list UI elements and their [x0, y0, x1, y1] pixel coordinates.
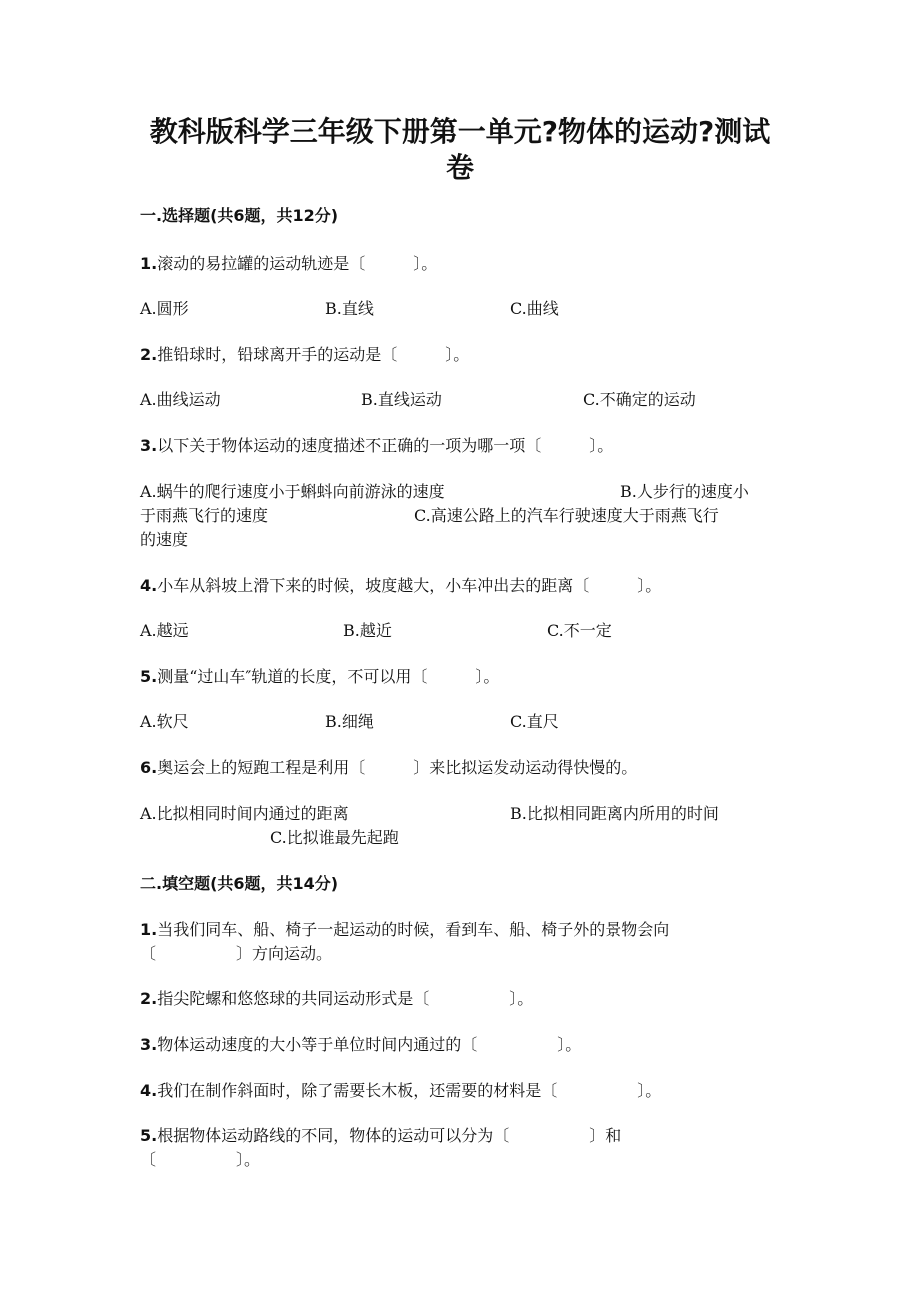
question-number: 2.: [140, 989, 158, 1008]
option-a: A.越远: [140, 621, 189, 640]
fill-question-4: [140, 1079, 780, 1103]
question-text: 滚动的易拉罐的运动轨迹是〔 〕。: [157, 254, 438, 273]
option-b: B.直线运动: [361, 390, 442, 409]
option-c: C.不一定: [547, 621, 612, 640]
fill-question-3: [140, 1033, 780, 1057]
section-heading-fill-blank: 二.填空题(共6题，共14分): [140, 874, 339, 893]
option-b: B.人步行的速度小: [620, 482, 749, 501]
page-title: 教科版科学三年级下册第一单元?物体的运动?测试: [149, 115, 771, 148]
question-1: [140, 252, 780, 276]
question-3: [140, 434, 780, 458]
option-c: C.不确定的运动: [583, 390, 696, 409]
question-text: 以下关于物体运动的速度描述不正确的一项为哪一项〔 〕。: [157, 436, 614, 455]
option-b-continued: 于雨燕飞行的速度: [140, 506, 269, 525]
option-a: A.曲线运动: [140, 390, 221, 409]
question-text-continued: 〔 〕方向运动。: [140, 944, 333, 963]
option-a: A.软尺: [140, 712, 189, 731]
question-number: 3.: [140, 436, 158, 455]
question-4: [140, 574, 780, 598]
question-2: [140, 343, 780, 367]
section-heading-choice: 一.选择题(共6题，共12分): [140, 206, 339, 225]
option-b: B.比拟相同距离内所用的时间: [510, 804, 719, 823]
question-text: 指尖陀螺和悠悠球的共同运动形式是〔 〕。: [157, 989, 534, 1008]
question-number: 4.: [140, 1081, 158, 1100]
fill-question-2: [140, 987, 780, 1011]
option-b: B.越近: [343, 621, 392, 640]
question-number: 2.: [140, 345, 158, 364]
question-text: 根据物体运动路线的不同，物体的运动可以分为〔 〕和: [157, 1126, 622, 1145]
question-text: 物体运动速度的大小等于单位时间内通过的〔 〕。: [157, 1035, 582, 1054]
option-a: A.蜗牛的爬行速度小于蝌蚪向前游泳的速度: [140, 482, 445, 501]
question-text: 奥运会上的短跑工程是利用〔 〕来比拟运发动运动得快慢的。: [157, 758, 638, 777]
fill-question-5: [140, 1124, 780, 1148]
question-text: 当我们同车、船、椅子一起运动的时候，看到车、船、椅子外的景物会向: [157, 920, 670, 939]
option-a: A.圆形: [140, 299, 189, 318]
question-text-continued: 〔 〕。: [140, 1150, 261, 1169]
page-title-continued: 卷: [445, 151, 474, 184]
question-number: 4.: [140, 576, 158, 595]
option-a: A.比拟相同时间内通过的距离: [140, 804, 349, 823]
question-text: 推铅球时，铅球离开手的运动是〔 〕。: [157, 345, 470, 364]
option-c: C.直尺: [510, 712, 559, 731]
option-b: B.直线: [325, 299, 374, 318]
option-c: C.曲线: [510, 299, 559, 318]
option-c: C.高速公路上的汽车行驶速度大于雨燕飞行: [414, 506, 719, 525]
option-c-continued: 的速度: [140, 530, 189, 549]
question-number: 3.: [140, 1035, 158, 1054]
question-text: 测量“过山车″轨道的长度，不可以用〔 〕。: [157, 667, 500, 686]
option-b: B.细绳: [325, 712, 374, 731]
question-6: [140, 756, 780, 780]
question-text: 小车从斜坡上滑下来的时候，坡度越大，小车冲出去的距离〔 〕。: [157, 576, 662, 595]
question-number: 6.: [140, 758, 158, 777]
question-number: 5.: [140, 667, 158, 686]
question-number: 5.: [140, 1126, 158, 1145]
fill-question-1: [140, 918, 780, 942]
question-text: 我们在制作斜面时，除了需要长木板，还需要的材料是〔 〕。: [157, 1081, 662, 1100]
question-5: [140, 665, 780, 689]
question-number: 1.: [140, 920, 158, 939]
option-c: C.比拟谁最先起跑: [270, 828, 399, 847]
question-number: 1.: [140, 254, 158, 273]
